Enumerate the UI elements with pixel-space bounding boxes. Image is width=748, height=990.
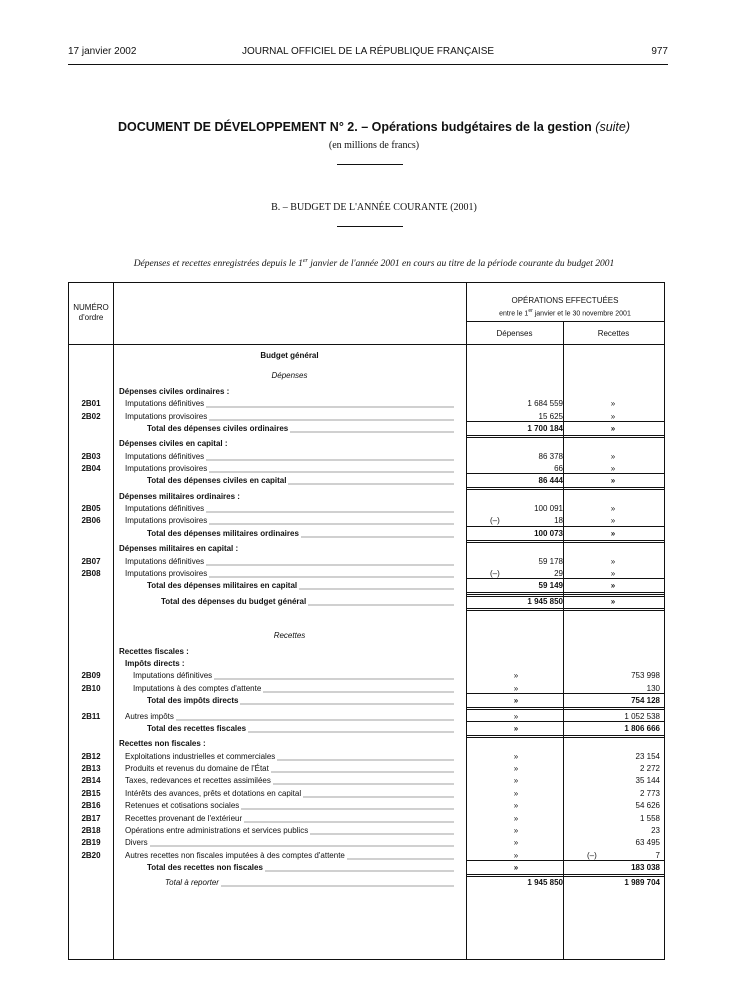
- recettes-value: 1 558: [639, 813, 660, 823]
- row-code: 2B14: [81, 776, 101, 786]
- header-page-number: 977: [651, 46, 668, 57]
- total-rule: [466, 526, 664, 527]
- table-row: [69, 836, 664, 849]
- col-header-numero-line1: NUMÉRO: [73, 303, 109, 312]
- table-row: [69, 349, 664, 362]
- row-label-text: Imputations provisoires: [125, 411, 208, 421]
- depenses-sign: (–): [490, 568, 500, 578]
- row-label-text: Total des dépenses militaires ordinaires: [147, 528, 299, 538]
- depenses-value: »: [513, 723, 519, 733]
- row-label: [133, 669, 454, 682]
- row-label-text: Taxes, redevances et recettes assimilées: [125, 776, 271, 786]
- table-row: [69, 694, 664, 707]
- col-header-operations-line1: OPÉRATIONS EFFECTUÉES: [511, 296, 619, 305]
- recettes-value: »: [610, 399, 616, 409]
- row-label: [125, 750, 454, 763]
- depenses-value: 100 091: [534, 504, 563, 514]
- header-rule: [466, 321, 664, 322]
- row-label: Budget général: [260, 351, 319, 360]
- recettes-value: 1 806 666: [624, 723, 660, 733]
- depenses-value: »: [513, 751, 519, 761]
- row-label: [125, 397, 454, 410]
- row-label-text: Total des recettes non fiscales: [147, 862, 263, 872]
- depenses-value: 86 378: [538, 451, 563, 461]
- total-rule: [466, 473, 664, 474]
- recettes-value: 754 128: [631, 696, 660, 706]
- table-row: [69, 437, 664, 450]
- row-label-text: Imputations définitives: [125, 556, 205, 566]
- table-row: [69, 774, 664, 787]
- recettes-value: »: [610, 596, 616, 606]
- row-code: 2B18: [81, 825, 101, 835]
- depenses-value: »: [513, 838, 519, 848]
- depenses-value: 59 149: [538, 581, 563, 591]
- document-title: [0, 120, 748, 134]
- depenses-value: 29: [554, 568, 563, 578]
- table-row: [69, 861, 664, 874]
- depenses-value: »: [513, 711, 519, 721]
- double-rule: [466, 707, 664, 710]
- row-code: 2B17: [81, 813, 101, 823]
- row-code: 2B02: [81, 411, 101, 421]
- row-label: [125, 555, 454, 568]
- table-row: [69, 657, 664, 670]
- recettes-value: 23: [651, 825, 660, 835]
- recettes-value: 130: [646, 683, 660, 693]
- row-label-text: Autres recettes non fiscales imputées à des comptes d'attente: [125, 850, 345, 860]
- row-label: [125, 824, 454, 837]
- row-label: [125, 836, 454, 849]
- total-rule: [466, 421, 664, 422]
- table-row: [69, 422, 664, 435]
- depenses-value: 100 073: [534, 528, 563, 538]
- header-bottom-rule: [69, 344, 664, 345]
- col-header-numero: [69, 303, 113, 323]
- row-label: [125, 514, 454, 527]
- row-label: Recettes: [273, 630, 306, 640]
- depenses-value: 1 945 850: [527, 878, 563, 888]
- double-rule: [466, 735, 664, 738]
- table-row: [69, 787, 664, 800]
- recettes-value: 1 989 704: [624, 878, 660, 888]
- double-rule: [466, 608, 664, 611]
- row-code: 2B06: [81, 516, 101, 526]
- row-label-text: Imputations définitives: [133, 671, 213, 681]
- row-code: 2B11: [81, 711, 101, 721]
- table-row: [69, 542, 664, 555]
- row-label-text: Total à reporter: [165, 878, 219, 888]
- row-label: [119, 542, 454, 555]
- section-title: B. – BUDGET DE L'ANNÉE COURANTE (2001): [271, 202, 477, 213]
- table-row: [69, 750, 664, 763]
- recettes-value: »: [610, 464, 616, 473]
- title-rule: [337, 164, 403, 165]
- row-label-text: Total des dépenses civiles en capital: [147, 476, 287, 486]
- row-label-text: Total des recettes fiscales: [147, 723, 247, 733]
- row-label: [125, 710, 454, 723]
- recettes-value: »: [610, 516, 616, 526]
- row-label: [125, 502, 454, 515]
- depenses-value: »: [513, 776, 519, 786]
- recettes-value: 63 495: [635, 838, 660, 848]
- row-label-text: Imputations provisoires: [125, 568, 208, 578]
- row-label-text: Autres impôts: [125, 711, 174, 721]
- row-label: [125, 462, 454, 475]
- table-row: [69, 876, 664, 889]
- table-row: [69, 762, 664, 775]
- row-code: 2B19: [81, 838, 101, 848]
- row-label-text: Dépenses civiles en capital :: [119, 439, 228, 449]
- depenses-value: »: [513, 764, 519, 774]
- row-label-text: Opérations entre administrations et services publics: [125, 825, 309, 835]
- recettes-value: 2 272: [639, 764, 660, 774]
- table-row: [69, 527, 664, 540]
- table-row: [69, 397, 664, 410]
- row-label: [119, 645, 454, 658]
- double-rule: [466, 435, 664, 438]
- recettes-value: 2 773: [639, 788, 660, 798]
- depenses-value: 86 444: [538, 476, 563, 486]
- row-label-text: Recettes fiscales :: [119, 646, 189, 656]
- row-code: 2B16: [81, 801, 101, 811]
- table-row: [69, 629, 664, 642]
- row-label: [147, 579, 454, 592]
- recettes-value: 23 154: [635, 751, 660, 761]
- recettes-value: »: [610, 423, 616, 433]
- row-label-text: Imputations provisoires: [125, 516, 208, 526]
- row-label-text: Divers: [125, 838, 148, 848]
- row-label: [125, 774, 454, 787]
- row-code: 2B08: [81, 568, 101, 578]
- row-label-text: Imputations à des comptes d'attente: [133, 683, 262, 693]
- row-label-text: Produits et revenus du domaine de l'État: [125, 764, 269, 774]
- depenses-value: »: [513, 862, 519, 872]
- total-rule: [466, 721, 664, 722]
- double-rule: [466, 594, 664, 597]
- table-row: [69, 799, 664, 812]
- recettes-value: 54 626: [635, 801, 660, 811]
- row-label: [119, 437, 454, 450]
- recettes-value: »: [610, 568, 616, 578]
- row-label-text: Imputations provisoires: [125, 464, 208, 473]
- row-label: Dépenses: [271, 370, 308, 380]
- row-code: 2B01: [81, 399, 101, 409]
- row-code: 2B12: [81, 751, 101, 761]
- running-header: [68, 46, 668, 62]
- row-code: 2B04: [81, 464, 101, 473]
- depenses-value: 18: [554, 516, 563, 526]
- table-row: [69, 369, 664, 382]
- double-rule: [466, 540, 664, 543]
- table-row: [69, 555, 664, 568]
- depenses-value: 59 178: [538, 556, 563, 566]
- table-row: [69, 450, 664, 463]
- header-rule: [68, 64, 668, 65]
- row-label: [133, 682, 454, 695]
- depenses-value: 1 684 559: [527, 399, 563, 409]
- row-label-text: Recettes provenant de l'extérieur: [125, 813, 243, 823]
- row-label-text: Imputations définitives: [125, 451, 205, 461]
- document-unit: (en millions de francs): [328, 140, 420, 151]
- depenses-value: »: [513, 813, 519, 823]
- depenses-value: »: [513, 788, 519, 798]
- row-label-text: Recettes non fiscales :: [119, 739, 206, 749]
- row-label-text: Dépenses militaires ordinaires :: [119, 491, 240, 501]
- table-row: [69, 737, 664, 750]
- recettes-value: 1 052 538: [624, 711, 660, 721]
- recettes-value: »: [610, 581, 616, 591]
- row-label: [119, 737, 454, 750]
- row-label: [147, 474, 454, 487]
- depenses-value: »: [513, 683, 519, 693]
- row-code: 2B05: [81, 504, 101, 514]
- col-header-depenses: Dépenses: [496, 329, 533, 338]
- table-row: [69, 645, 664, 658]
- row-code: 2B07: [81, 556, 101, 566]
- header-journal-title: JOURNAL OFFICIEL DE LA RÉPUBLIQUE FRANÇAISE: [241, 46, 495, 57]
- row-label-text: Total des dépenses civiles ordinaires: [147, 423, 289, 433]
- depenses-value: »: [513, 671, 519, 681]
- col-header-numero-line2: d'ordre: [78, 313, 104, 322]
- row-code: 2B10: [81, 683, 101, 693]
- depenses-value: 1 700 184: [527, 423, 563, 433]
- row-label-text: Imputations définitives: [125, 504, 205, 514]
- row-label-text: Retenues et cotisations sociales: [125, 801, 240, 811]
- recettes-value: 35 144: [635, 776, 660, 786]
- recettes-value: 7: [655, 850, 660, 860]
- depenses-value: »: [513, 696, 519, 706]
- col-header-operations-line2: entre le 1er janvier et le 30 novembre 2001: [499, 308, 631, 318]
- row-label-text: Impôts directs :: [125, 659, 185, 669]
- table-row: [69, 669, 664, 682]
- table-row: [69, 474, 664, 487]
- row-code: 2B15: [81, 788, 101, 798]
- recettes-value: »: [610, 451, 616, 461]
- recettes-sign: (–): [587, 850, 597, 860]
- row-label: [147, 861, 454, 874]
- row-label-text: Total des impôts directs: [147, 696, 239, 706]
- double-rule: [466, 487, 664, 490]
- row-label: [147, 422, 454, 435]
- row-label: [125, 410, 454, 423]
- row-label: [147, 694, 454, 707]
- total-rule: [466, 860, 664, 861]
- row-code: 2B03: [81, 451, 101, 461]
- depenses-value: 15 625: [538, 411, 563, 421]
- recettes-value: »: [610, 411, 616, 421]
- row-label: [125, 799, 454, 812]
- row-label: [125, 657, 454, 670]
- table-row: [69, 579, 664, 592]
- recettes-value: 183 038: [631, 862, 660, 872]
- table-row: [69, 812, 664, 825]
- total-rule: [466, 693, 664, 694]
- row-label: [125, 849, 454, 862]
- row-label-text: Imputations définitives: [125, 399, 205, 409]
- row-code: 2B13: [81, 764, 101, 774]
- total-rule: [466, 578, 664, 579]
- row-label-text: Intérêts des avances, prêts et dotations en capital: [125, 788, 302, 798]
- document-title-text: DOCUMENT DE DÉVELOPPEMENT N° 2. – Opérations budgétaires de la gestion: [117, 120, 592, 134]
- recettes-value: »: [610, 476, 616, 486]
- row-label: [147, 527, 454, 540]
- table-row: [69, 722, 664, 735]
- col-header-recettes: Recettes: [597, 329, 630, 338]
- recettes-value: 753 998: [631, 671, 660, 681]
- recettes-value: »: [610, 504, 616, 514]
- table-row: [69, 824, 664, 837]
- budget-table: [68, 282, 665, 960]
- row-label-text: Dépenses militaires en capital :: [119, 544, 239, 554]
- document-title-suffix: (suite): [595, 120, 631, 134]
- recettes-value: »: [610, 556, 616, 566]
- row-label: [147, 722, 454, 735]
- double-rule: [466, 874, 664, 877]
- depenses-value: »: [513, 850, 519, 860]
- row-label: [165, 876, 454, 889]
- row-label: [119, 490, 454, 503]
- row-label: [125, 450, 454, 463]
- row-label: [125, 787, 454, 800]
- depenses-value: »: [513, 825, 519, 835]
- row-label-text: Exploitations industrielles et commerciales: [125, 751, 276, 761]
- row-label-text: Total des dépenses du budget général: [161, 596, 307, 606]
- intro-text: Dépenses et recettes enregistrées depuis le 1er janvier de l'année 2001 en cours au titre de la période courante du budget 2001: [133, 258, 615, 270]
- depenses-value: 1 945 850: [527, 596, 563, 606]
- table-row: [69, 502, 664, 515]
- col-header-operations: [466, 296, 664, 319]
- row-code: 2B20: [81, 850, 101, 860]
- recettes-value: »: [610, 528, 616, 538]
- row-code: 2B09: [81, 671, 101, 681]
- row-label: [125, 567, 454, 580]
- depenses-value: 66: [554, 464, 563, 473]
- section-rule: [337, 226, 403, 227]
- row-label-text: Dépenses civiles ordinaires :: [119, 386, 230, 396]
- row-label: [125, 812, 454, 825]
- row-label-text: Total des dépenses militaires en capital: [147, 581, 298, 591]
- row-label: [125, 762, 454, 775]
- row-label: [161, 595, 454, 608]
- row-label: [119, 385, 454, 398]
- header-date: 17 janvier 2002: [68, 46, 137, 57]
- depenses-sign: (–): [490, 516, 500, 526]
- table-row: [69, 490, 664, 503]
- table-row: [69, 385, 664, 398]
- depenses-value: »: [513, 801, 519, 811]
